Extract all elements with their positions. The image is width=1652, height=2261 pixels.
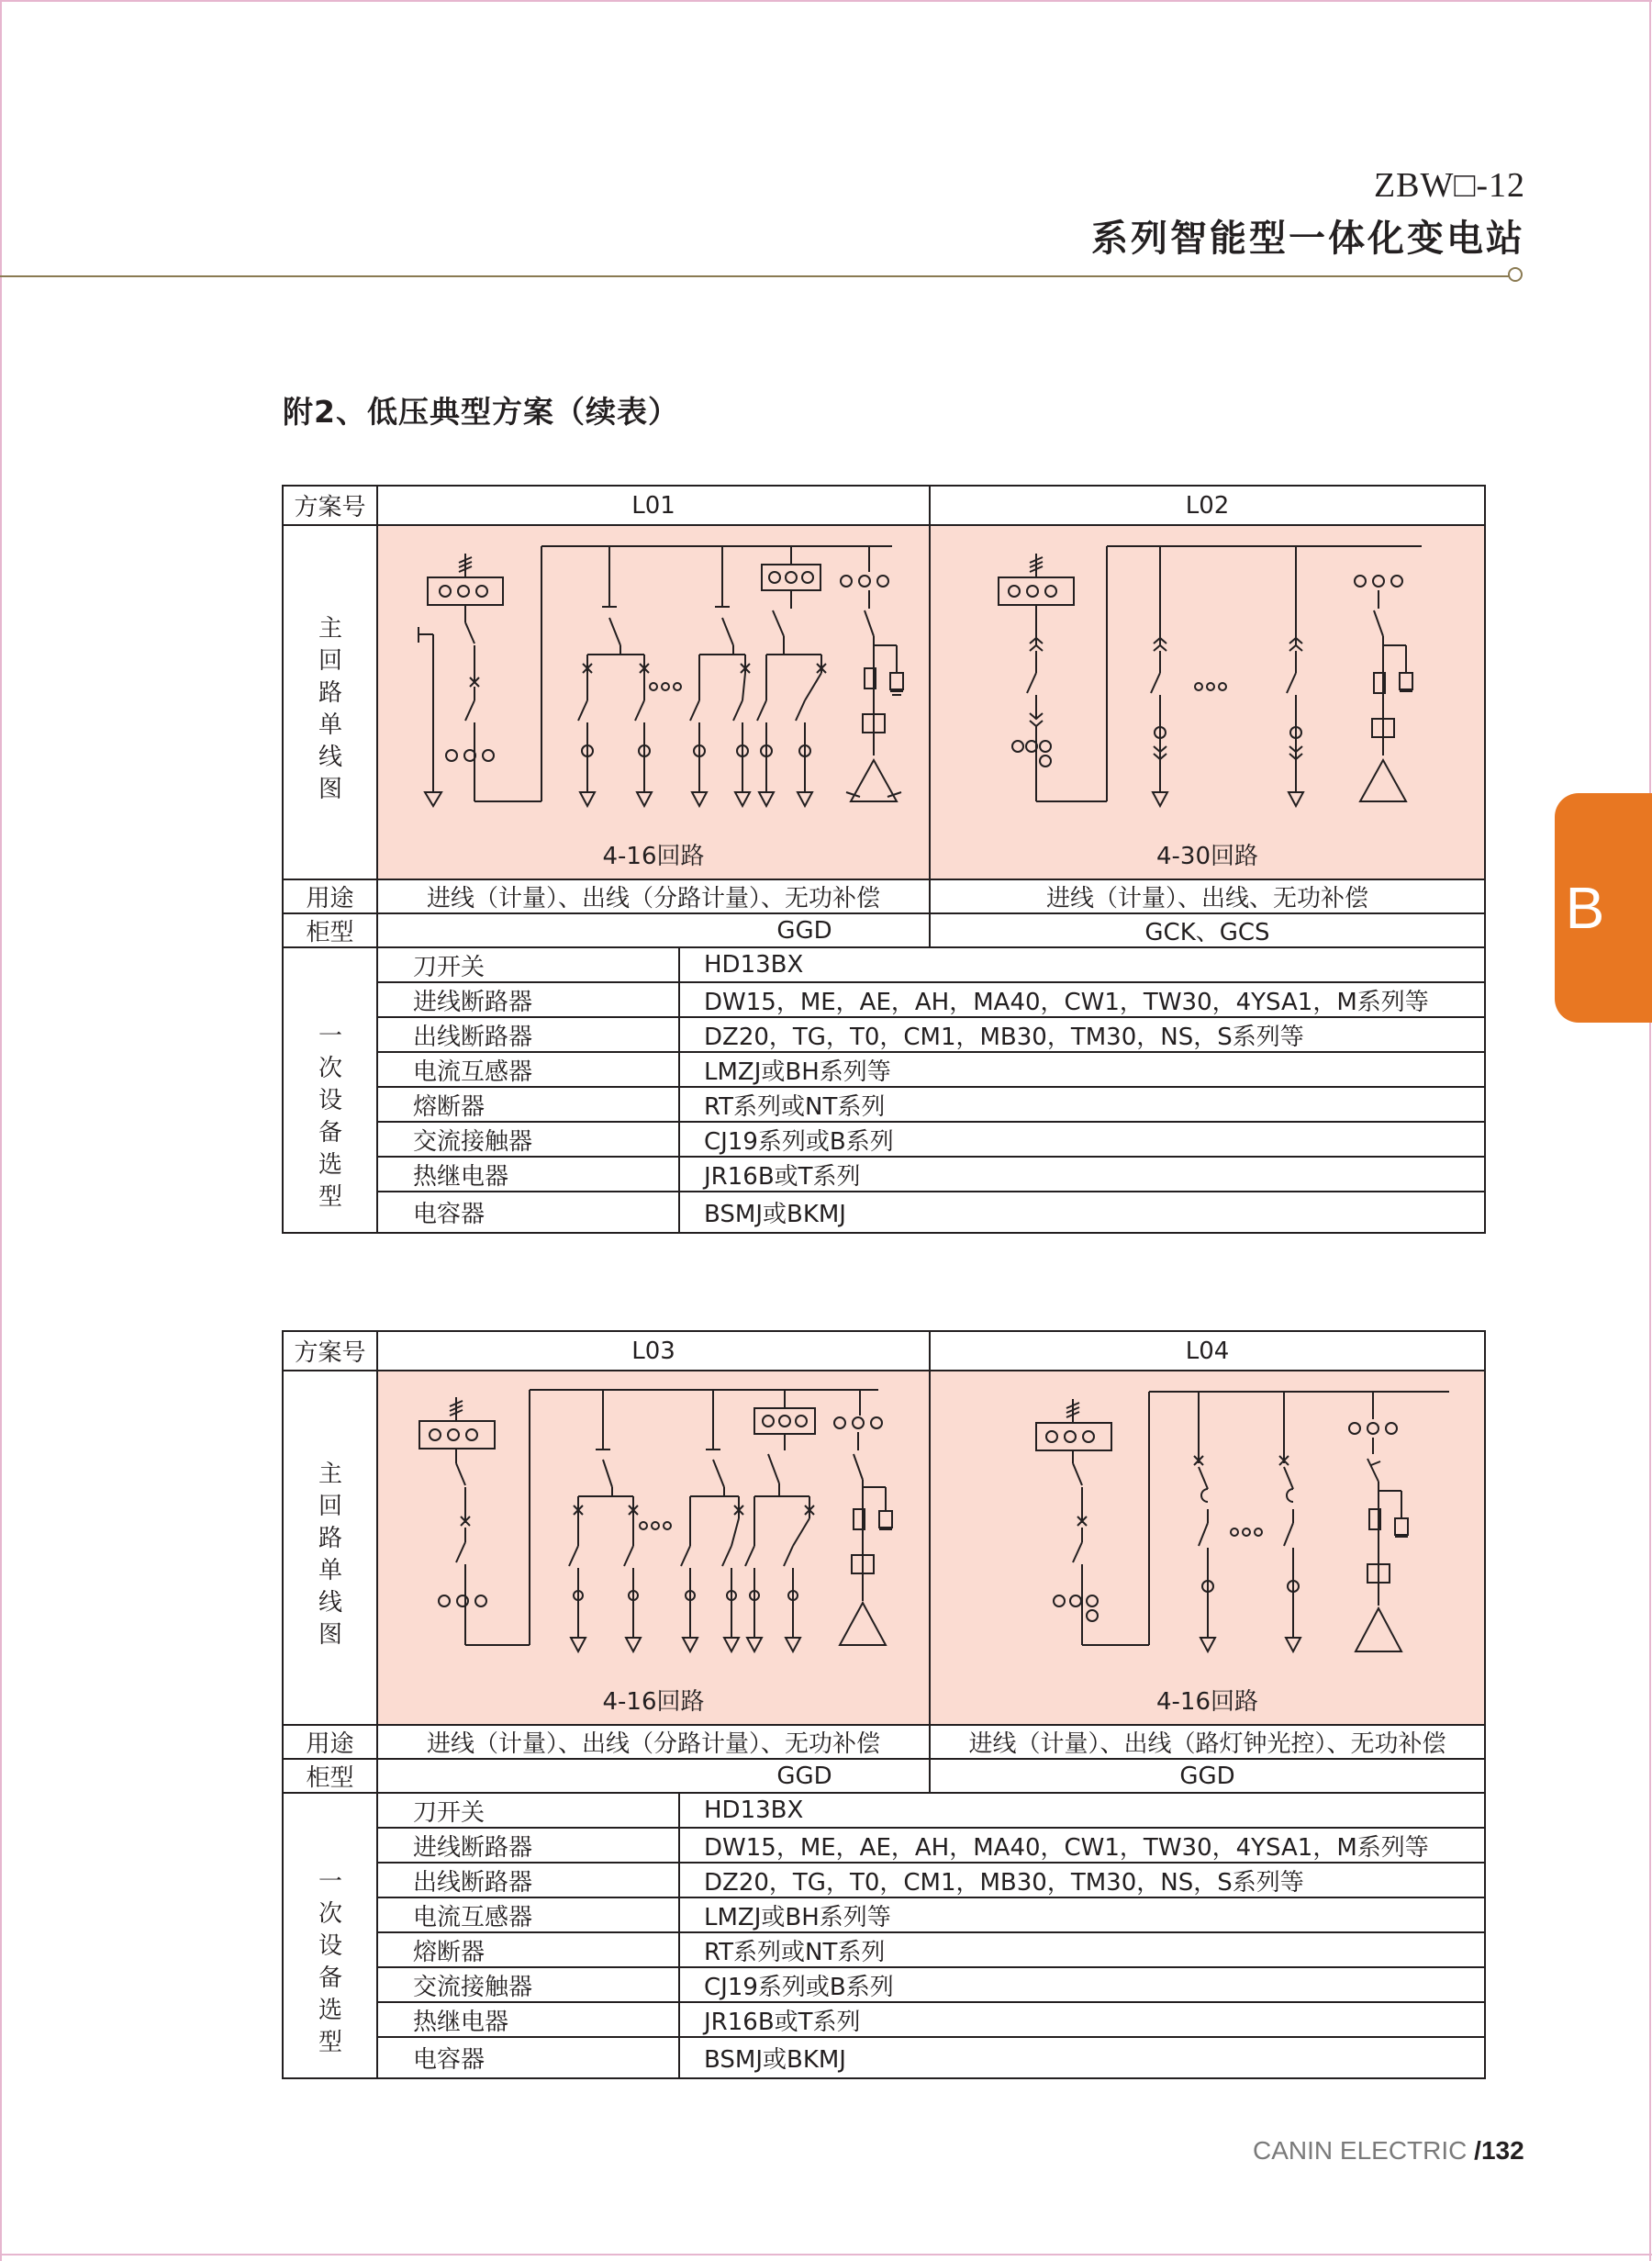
equipment-label: 一 次 设 备 选 型 (318, 1023, 342, 1211)
single-line-diagram-l04 (931, 1371, 1484, 1724)
page-edge-right (1649, 0, 1651, 2261)
header-rule (0, 275, 1509, 277)
circuits-l01: 4-16回路 (602, 842, 705, 870)
equipment-model: HD13BX (704, 951, 804, 979)
equipment-model: CJ19系列或B系列 (704, 1127, 894, 1156)
page-footer (1253, 2136, 1524, 2166)
scheme-id-l04: L04 (1185, 1337, 1230, 1365)
equipment-name: 电流互感器 (413, 1058, 533, 1086)
usage-l02: 进线（计量）、出线、无功补偿 (1045, 885, 1368, 912)
scheme-id-l02: L02 (1185, 491, 1230, 520)
header-model: ZBW□-12 (1373, 166, 1525, 205)
equipment-name: 交流接触器 (413, 1127, 533, 1156)
equipment-name: 热继电器 (413, 2008, 509, 2036)
page-number: 132 (1480, 2136, 1524, 2165)
usage-label: 用途 (306, 1730, 354, 1758)
equipment-model: DW15，ME，AE，AH，MA40，CW1，TW30，4YSA1，M系列等 (704, 1833, 1429, 1862)
cabinet-l01: GGD (776, 916, 832, 945)
equipment-name: 熔断器 (413, 1092, 486, 1121)
cabinet-label: 柜型 (306, 1764, 354, 1792)
cabinet-l04: GGD (1179, 1762, 1235, 1790)
scheme-no-label: 方案号 (294, 494, 366, 521)
equipment-name: 电容器 (413, 1201, 486, 1228)
equipment-name: 交流接触器 (413, 1973, 533, 2001)
scheme-id-l01: L01 (631, 491, 675, 520)
equipment-name: 刀开关 (413, 1798, 486, 1827)
equipment-model: RT系列或NT系列 (704, 1938, 886, 1966)
header-rule-dot (1508, 267, 1523, 282)
equipment-name: 出线断路器 (413, 1868, 533, 1897)
circuits-l02: 4-30回路 (1155, 842, 1258, 870)
single-line-diagram-l03 (378, 1371, 929, 1724)
usage-l01: 进线（计量）、出线（分路计量）、无功补偿 (426, 885, 880, 912)
equipment-name: 电流互感器 (413, 1903, 533, 1931)
equipment-model: DZ20，TG，T0，CM1，MB30，TM30，NS，S系列等 (704, 1868, 1304, 1897)
footer-brand: CANIN ELECTRIC (1253, 2136, 1468, 2165)
usage-l04: 进线（计量）、出线（路灯钟光控）、无功补偿 (968, 1730, 1446, 1758)
equipment-model: HD13BX (704, 1796, 804, 1824)
cabinet-l03: GGD (776, 1762, 832, 1790)
equipment-model: LMZJ或BH系列等 (704, 1058, 891, 1086)
cabinet-label: 柜型 (306, 919, 354, 946)
equipment-model: BSMJ或BKMJ (704, 1201, 846, 1228)
equipment-model: BSMJ或BKMJ (704, 2046, 846, 2074)
page-edge-top (0, 0, 1652, 2)
circuits-l04: 4-16回路 (1155, 1687, 1258, 1716)
equipment-model: JR16B或T系列 (704, 2008, 861, 2036)
equipment-label: 一 次 设 备 选 型 (318, 1868, 342, 2056)
circuits-l03: 4-16回路 (602, 1687, 705, 1716)
usage-l03: 进线（计量）、出线（分路计量）、无功补偿 (426, 1730, 880, 1758)
equipment-name: 进线断路器 (413, 988, 533, 1016)
header-series-title: 系列智能型一体化变电站 (1091, 218, 1525, 260)
equipment-model: DW15，ME，AE，AH，MA40，CW1，TW30，4YSA1，M系列等 (704, 988, 1429, 1016)
scheme-no-label: 方案号 (294, 1339, 366, 1367)
page-edge-left (0, 0, 2, 2261)
equipment-name: 出线断路器 (413, 1023, 533, 1051)
diagram-label: 主 回 路 单 线 图 (318, 615, 342, 803)
equipment-model: DZ20，TG，T0，CM1，MB30，TM30，NS，S系列等 (704, 1023, 1304, 1051)
equipment-name: 热继电器 (413, 1162, 509, 1191)
equipment-model: LMZJ或BH系列等 (704, 1903, 891, 1931)
single-line-diagram-l01 (378, 526, 929, 879)
equipment-model: RT系列或NT系列 (704, 1092, 886, 1121)
equipment-model: JR16B或T系列 (704, 1162, 861, 1191)
section-tab[interactable] (1555, 793, 1652, 1023)
scheme-table-1 (282, 485, 1486, 1234)
scheme-id-l03: L03 (631, 1337, 675, 1365)
section-title: 附2、低压典型方案（续表） (283, 394, 679, 430)
usage-label: 用途 (306, 885, 354, 912)
equipment-name: 进线断路器 (413, 1833, 533, 1862)
equipment-name: 刀开关 (413, 953, 486, 981)
single-line-diagram-l02 (931, 526, 1484, 879)
equipment-name: 电容器 (413, 2046, 486, 2074)
diagram-label: 主 回 路 单 线 图 (318, 1461, 342, 1649)
section-tab-letter: B (1565, 875, 1605, 941)
equipment-name: 熔断器 (413, 1938, 486, 1966)
footer-separator: / (1474, 2136, 1481, 2165)
cabinet-l02: GCK、GCS (1144, 919, 1270, 946)
page-edge-bottom (0, 2254, 1652, 2255)
equipment-model: CJ19系列或B系列 (704, 1973, 894, 2001)
scheme-table-2 (282, 1330, 1486, 2079)
